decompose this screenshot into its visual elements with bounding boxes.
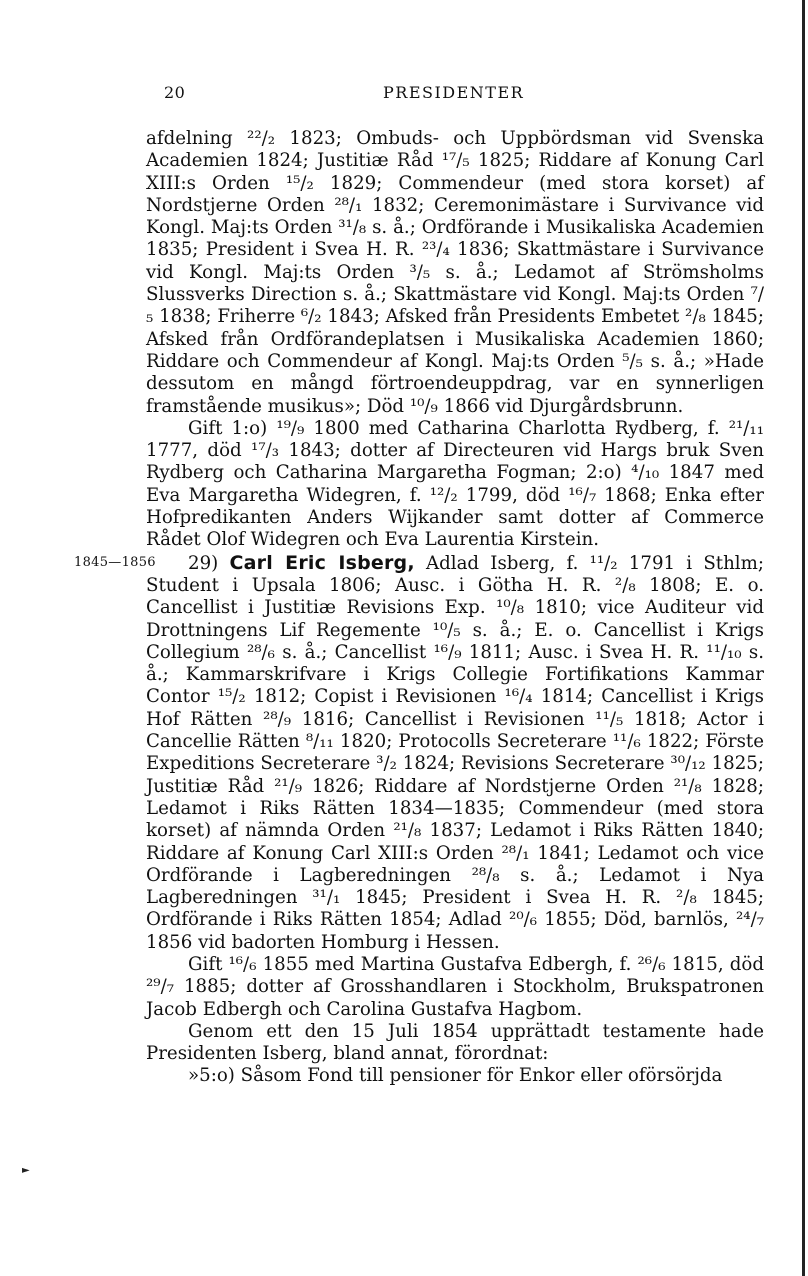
paragraph-testament: Genom ett den 15 Juli 1854 upprättadt testamente hade Presidenten Isberg, bland annat, förordnat: [146,1020,764,1065]
entry-isberg [74,551,764,954]
main-text [74,128,764,1088]
entry-text: Adlad Isberg, f. ¹¹/₂ 1791 i Sthlm; Student i Upsala 1806; Ausc. i Götha H. R. ²/₈ 1808; E. o. Cancellist i Justitiæ Revisions Exp. ¹⁰/₈ 1810; vice Auditeur vid Drottningens Lif Regemente ¹⁰/₅ s. å.; E. o. Cancellist i Krigs Collegium ²⁸/₆ s. å.; Cancellist ¹⁶/₉ 1811; Ausc. i Svea H. R. ¹¹/₁₀ s. å.; Kammarskrifvare i Krigs Collegie Fortifikations Kammar Contor ¹⁵/₂ 1812; Copist i Revisionen ¹⁶/₄ 1814; Cancellist i Krigs Hof Rätten ²⁸/₉ 1816; Cancellist i Revisionen ¹¹/₅ 1818; Actor i Cancellie Rätten ⁸/₁₁ 1820; Protocolls Secreterare ¹¹/₆ 1822; Förste Expeditions Secreterare ³/₂ 1824; Revisions Secreterare ³⁰/₁₂ 1825; Justitiæ Råd ²¹/₉ 1826; Riddare af Nordstjerne Orden ²¹/₈ 1828; Ledamot i Riks Rätten 1834—1835; Commendeur (med stora korset) af nämnda Orden ²¹/₈ 1837; Ledamot i Riks Rätten 1840; Riddare af Konung Carl XIII:s Orden ²⁸/₁ 1841; Ledamot och vice Ordförande i Lagberedningen ²⁸/₈ s. å.; Ledamot i Nya Lagberedningen ³¹/₁ 1845; President i Svea H. R. ²/₈ 1845; Ordförande i Riks Rätten 1854; Adlad ²⁰/₆ 1855; Död, barnlös, ²⁴/₇ 1856 vid badorten Homburg i Hessen. [146,552,764,953]
page-header [0,83,808,105]
paragraph-1: afdelning ²²/₂ 1823; Ombuds- och Uppbördsman vid Svenska Academien 1824; Justitiæ Råd ¹⁷/₅ 1825; Riddare af Konung Carl XIII:s Orden ¹⁵/₂ 1829; Commendeur (med stora korset) af Nordstjerne Orden ²⁸/₁ 1832; Ceremonimästare i Survivance vid Kongl. Maj:ts Orden ³¹/₈ s. å.; Ordförande i Musikaliska Academien 1835; President i Svea H. R. ²³/₄ 1836; Skattmästare i Survivance vid Kongl. Maj:ts Orden ³/₅ s. å.; Ledamot af Strömsholms Slussverks Direction s. å.; Skattmästare vid Kongl. Maj:ts Orden ⁷/₅ 1838; Friherre ⁶/₂ 1843; Afsked från Presidents Embetet ²/₈ 1845; Afsked från Ordförandeplatsen i Musikaliska Academien 1860; Riddare och Commendeur af Kongl. Maj:ts Orden ⁵/₅ s. å.; »Hade dessutom en mångd förtroendeuppdrag, var en synnerligen framstående musikus»; Död ¹⁰/₉ 1866 vid Djurgårdsbrunn. [146,128,764,417]
paragraph-marriage-1: Gift 1:o) ¹⁹/₉ 1800 med Catharina Charlotta Rydberg, f. ²¹/₁₁ 1777, död ¹⁷/₃ 1843; dotter af Directeuren vid Hargs bruk Sven Rydberg och Catharina Margaretha Fogman; 2:o) ⁴/₁₀ 1847 med Eva Margaretha Widegren, f. ¹²/₂ 1799, död ¹⁶/₇ 1868; Enka efter Hofpredikanten Anders Wijkander samt dotter af Commerce Rådet Olof Widegren och Eva Laurentia Kirstein. [146,417,764,551]
right-edge-rule [802,0,805,1276]
person-name: Carl Eric Isberg, [229,551,415,574]
paragraph-quote: »5:o) Såsom Fond till pensioner för Enkor eller oförsörjda [188,1065,723,1087]
running-title: PRESIDENTER [383,83,525,102]
paragraph-marriage-2: Gift ¹⁶/₆ 1855 med Martina Gustafva Edbergh, f. ²⁶/₆ 1815, död ²⁹/₇ 1885; dotter af Grosshandlaren i Stockholm, Brukspatronen Jacob Edbergh och Carolina Gustafva Hagbom. [146,953,764,1020]
page-number: 20 [164,83,186,102]
margin-years: 1845—1856 [74,554,156,570]
entry-number: 29) [188,552,219,574]
bottom-arrow-mark: ► [22,1165,30,1176]
